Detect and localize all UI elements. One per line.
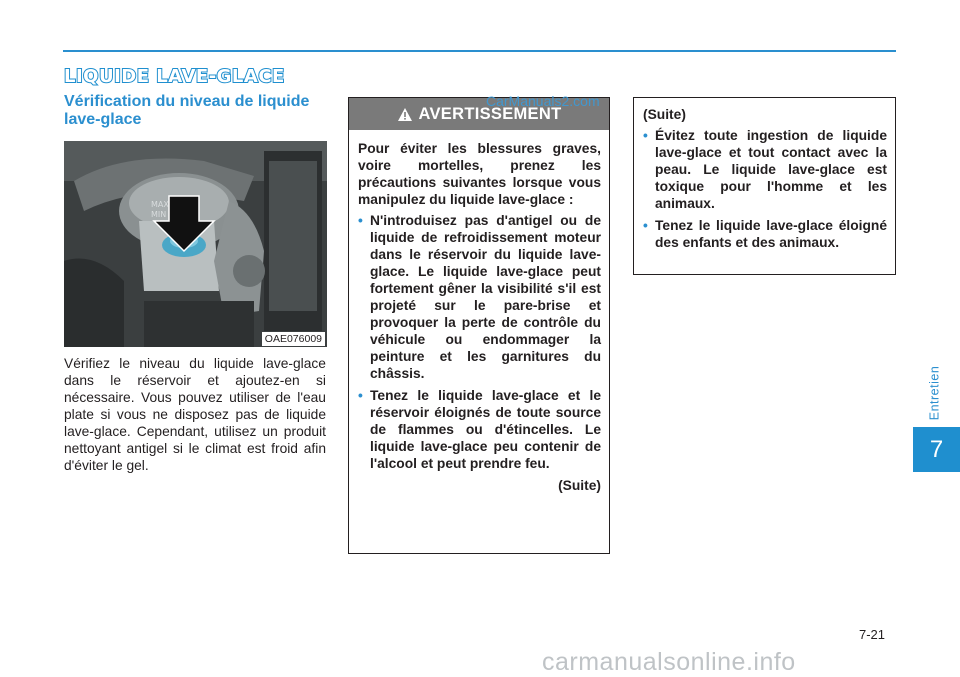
engine-illustration — [64, 141, 327, 347]
footer-watermark: carmanualsonline.info — [542, 648, 796, 676]
continuation-bullet-text: Évitez toute ingestion de liquide lave-glace et tout contact avec la peau. Le liquide lave-glace est toxique pour l'homme et les animaux. — [655, 128, 887, 211]
photo-code: OAE076009 — [262, 332, 325, 346]
engine-photo — [64, 141, 327, 347]
tank-min-mark: MIN — [151, 210, 167, 219]
chapter-label — [924, 358, 944, 428]
top-divider — [63, 50, 896, 52]
bullet-icon: • — [358, 388, 363, 403]
continuation-bullet-text: Tenez le liquide lave-glace éloigné des enfants et des animaux. — [655, 218, 887, 250]
warning-triangle-icon — [397, 107, 413, 122]
list-item — [643, 217, 887, 251]
body-paragraph: Vérifiez le niveau du liquide lave-glace dans le réservoir et ajoutez-en si nécessaire. Vous pouvez utiliser de l'eau plate si vous ne disposez pas de liquide lave-glace. Cependant, utilisez un produit nettoyant antigel si le climat est froid afin d'éviter le gel. — [64, 356, 326, 473]
bullet-icon: • — [643, 128, 648, 143]
warning-box — [348, 97, 610, 554]
subheading: Vérification du niveau de liquide lave-glace — [64, 93, 310, 128]
continuation-list — [643, 127, 887, 251]
warning-title: AVERTISSEMENT — [418, 104, 562, 123]
tank-max-mark: MAX — [151, 200, 169, 209]
bullet-icon: • — [358, 213, 363, 228]
chapter-tab: 7 — [913, 427, 960, 472]
continuation-suite: (Suite) — [643, 107, 686, 122]
warning-bullet-text: Tenez le liquide lave-glace et le réservoir éloignés de toute source de flammes ou d'étincelles. Le liquide lave-glace peu contenir de l'alcool et peut prendre feu. — [370, 388, 601, 471]
bullet-icon: • — [643, 218, 648, 233]
warning-suite: (Suite) — [558, 478, 601, 493]
list-item — [643, 127, 887, 212]
section-title: LIQUIDE LAVE-GLACE — [64, 66, 285, 87]
chapter-label-text: Entretien — [927, 365, 941, 421]
page-number: 7-21 — [859, 627, 886, 642]
warning-intro: Pour éviter les blessures graves, voire mortelles, prenez les précautions suivantes lorsque vous manipulez du liquide lave-glace : — [358, 141, 601, 207]
warning-bullet-text: N'introduisez pas d'antigel ou de liquide de refroidissement moteur dans le réservoir du liquide lave-glace. Le liquide lave-glace peut fortement gêner la visibilité s'il est projeté sur le pare-brise et provoquer la perte de contrôle du véhicule ou endommager la peinture et les garnitures du châssis. — [370, 213, 601, 381]
watermark: CarManuals2.com — [486, 93, 600, 109]
list-item — [358, 387, 601, 472]
continuation-box — [633, 97, 896, 275]
list-item — [358, 212, 601, 382]
warning-list — [358, 212, 601, 472]
warning-body — [349, 130, 609, 494]
